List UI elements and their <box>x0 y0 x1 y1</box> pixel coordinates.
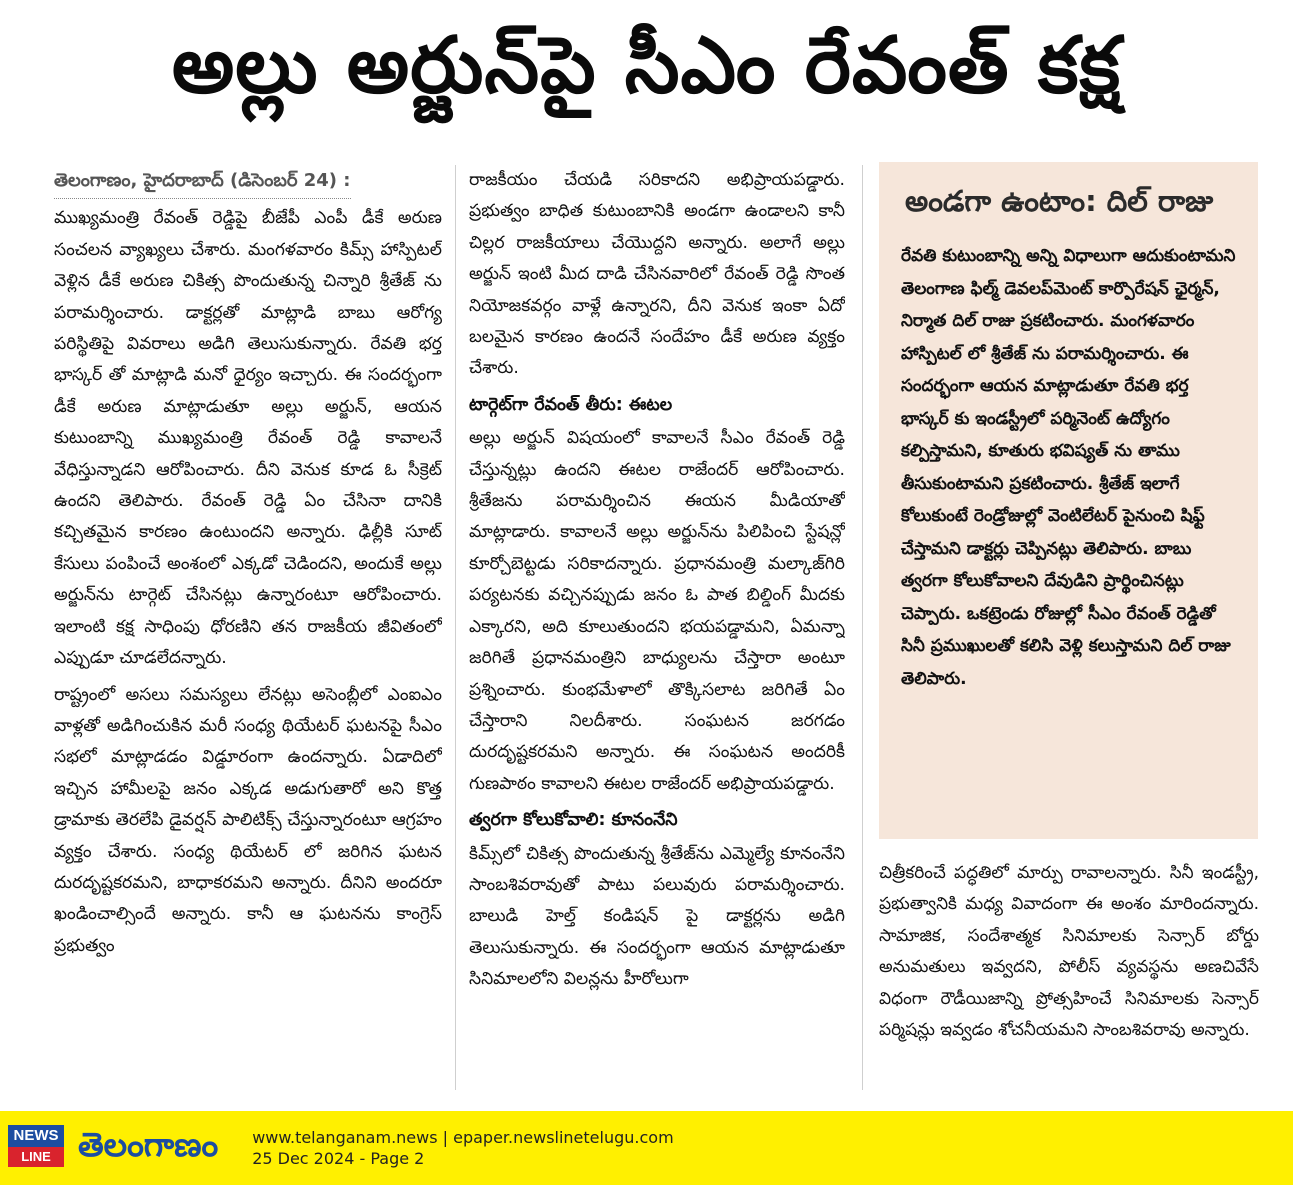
article-column-2 <box>469 165 845 1095</box>
subheading: త్వరగా కోలుకోవాలి: కూనంనేని <box>469 810 678 831</box>
logo-line-text: LINE <box>8 1147 64 1167</box>
sidebar-body: రేవతి కుటుంబాన్ని అన్ని విధాలుగా ఆదుకుంటామని తెలంగాణ ఫిల్మ్ డెవలప్‌మెంట్ కార్పొరేషన్ ఛైర్మన్, నిర్మాత దిల్ రాజు ప్రకటించారు. మంగళవారం హాస్పిటల్ లో శ్రీతేజ్ ను పరామర్శించారు. ఈ సందర్భంగా ఆయన మాట్లాడుతూ రేవతి భర్త భాస్కర్ కు ఇండస్ట్రీలో పర్మినెంట్ ఉద్యోగం కల్పిస్తామని, కూతురు భవిష్యత్ ను తాము తీసుకుంటామని ప్రకటించారు. శ్రీతేజ్ ఇలాగే కోలుకుంటే రెండ్రోజుల్లో వెంటిలేటర్ పైనుంచి షిఫ్ట్ చేస్తామని డాక్టర్లు చెప్పినట్లు తెలిపారు. బాబు త్వరగా కోలుకోవాలని దేవుడిని ప్రార్థించినట్లు చెప్పారు. ఒకట్రెండు రోజుల్లో సీఎం రేవంత్ రెడ్డితో సినీ ప్రముఖులతో కలిసి వెళ్లి కలుస్తామని దిల్ రాజు తెలిపారు. <box>901 246 1236 689</box>
paragraph: అల్లు అర్జున్ విషయంలో కావాలనే సీఎం రేవంత్ రెడ్డి చేస్తున్నట్లు ఉందని ఈటల రాజేందర్ ఆరోపించారు. శ్రీతేజను పరామర్శించిన ఈయన మీడియాతో మాట్లాడారు. కావాలనే అల్లు అర్జున్‌ను పిలిపించి స్టేషన్లో కూర్చోబెట్టడు సరికాదన్నారు. ప్రధానమంత్రి మల్కాజ్‌గిరి పర్యటనకు వచ్చినప్పుడు జనం ఓ పాత బిల్డింగ్ మీదకు ఎక్కారని, అది కూలుతుందని భయపడ్డామని, ఏమన్నా జరిగితే ప్రధానమంత్రిని బాధ్యులను చేస్తారా అంటూ ప్రశ్నించారు. కుంభమేళాలో తొక్కిసలాట జరిగితే ఏం చేస్తారాని నిలదీశారు. సంఘటన జరగడం దురదృష్టకరమని అన్నారు. ఈ సంఘటన అందరికీ గుణపాఠం కావాలని ఈటల రాజేందర్ అభిప్రాయపడ్డారు. <box>469 428 845 794</box>
subheading: టార్గెట్‌గా రేవంత్ తీరు: ఈటల <box>469 394 673 415</box>
article-column-1 <box>54 165 442 1095</box>
paragraph: రాష్ట్రంలో అసలు సమస్యలు లేనట్లు అసెంబ్లీలో ఎంఐఎం వాళ్లతో అడిగించుకిన మరీ సంధ్య థియేటర్ ఘటనపై సీఎం సభలో మాట్లాడడం విడ్డూరంగా ఉందన్నారు. ఏడాదిలో ఇచ్చిన హామీలపై జనం ఎక్కడ అడుగుతారో అని కొత్త డ్రామాకు తెరలేపి డైవర్షన్ పాలిటిక్స్ చేస్తున్నారంటూ ఆగ్రహం వ్యక్తం చేశారు. సంధ్య థియేటర్ లో జరిగిన ఘటన దురదృష్టకరమని, బాధాకరమని అన్నారు. దీనిని అందరూ ఖండించాల్సిందే అన్నారు. కానీ ఆ ఘటనను కాంగ్రెస్ ప్రభుత్వం <box>54 684 442 956</box>
telanganam-logo: తెలంగాణం <box>78 1124 219 1164</box>
paragraph: ముఖ్యమంత్రి రేవంత్ రెడ్డిపై బీజేపీ ఎంపీ డీకే అరుణ సంచలన వ్యాఖ్యలు చేశారు. మంగళవారం కిమ్స్ హాస్పిటల్ వెళ్లిన డీకే అరుణ చికిత్స పొందుతున్న చిన్నారి శ్రీతేజ్ ను పరామర్శించారు. డాక్టర్లతో మాట్లాడి బాబు ఆరోగ్య పరిస్థితిపై వివరాలు అడిగి తెలుసుకున్నారు. రేవతి భర్త భాస్కర్ తో మాట్లాడి మనో ధైర్యం ఇచ్చారు. ఈ సందర్భంగా డీకే అరుణ మాట్లాడుతూ అల్లు అర్జున్, ఆయన కుటుంబాన్ని ముఖ్యమంత్రి రేవంత్ రెడ్డి కావాలనే వేధిస్తున్నాడని ఆరోపించారు. దీని వెనుక కూడ ఓ సీక్రెట్ ఉందని తెలిపారు. రేవంత్ రెడ్డి ఏం చేసినా దానికి కచ్చితమైన కారణం ఉంటుందని అన్నారు. ఢిల్లీకి సూట్ కేసులు పంపించే అంశంలో ఎక్కడో చెడిందని, అందుకే అల్లు అర్జున్‌ను టార్గెట్ చేసినట్లు ఉన్నారంటూ ఆరోపించారు. ఇలాంటి కక్ష సాధింపు ధోరణిని తన రాజకీయ జీవితంలో ఎప్పుడూ చూడలేదన్నారు. <box>54 208 442 669</box>
footer-edition: 25 Dec 2024 - Page 2 <box>252 1149 425 1168</box>
footer-band <box>0 1111 1293 1185</box>
paragraph: చిత్రీకరించే పద్ధతిలో మార్పు రావాలన్నారు. సినీ ఇండస్ట్రీ, ప్రభుత్వానికి మధ్య వివాదంగా ఈ అంశం మారిందన్నారు. సామాజిక, సందేశాత్మక సినిమాలకు సెన్సార్ బోర్డు అనుమతులు ఇవ్వదని, పోలీస్ వ్యవస్థను అణచివేసే విధంగా రౌడీయిజాన్ని ప్రోత్సహించే సినిమాలకు సెన్సార్ పర్మిషన్లు ఇవ్వడం శోచనీయమని సాంబశివరావు అన్నారు. <box>879 863 1259 1041</box>
footer-info <box>252 1127 673 1169</box>
dateline: తెలంగాణం, హైదరాబాద్ (డిసెంబర్ 24) : <box>54 165 351 199</box>
column-divider <box>455 165 456 1090</box>
column-divider <box>862 165 863 1090</box>
newsline-logo <box>8 1125 64 1171</box>
sidebar-title: అండగా ఉంటాం: దిల్ రాజు <box>905 184 1214 218</box>
paragraph: కిమ్స్‌లో చికిత్స పొందుతున్న శ్రీతేజ్‌ను ఎమ్మెల్యే కూనంనేని సాంబశివరావుతో పాటు పలువురు పరామర్శించారు. బాలుడి హెల్త్ కండిషన్ పై డాక్టర్లను అడిగి తెలుసుకున్నారు. ఈ సందర్భంగా ఆయన మాట్లాడుతూ సినిమాలలోని విలన్లను హీరోలుగా <box>469 843 845 990</box>
headline: అల్లు అర్జున్‌పై సీఎం రేవంత్ కక్ష <box>171 20 1122 111</box>
paragraph: రాజకీయం చేయడి సరికాదని అభిప్రాయపడ్డారు. ప్రభుత్వం బాధిత కుటుంబానికి అండగా ఉండాలని కానీ చిల్లర రాజకీయాలు చేయొద్దని అన్నారు. అలాగే అల్లు అర్జున్ ఇంటి మీద దాడి చేసినవారిలో రేవంత్ రెడ్డి సొంత నియోజకవర్గం వాళ్లే ఉన్నారని, దీని వెనుక ఇంకా ఏదో బలమైన కారణం ఉందనే సందేహం డీకే అరుణ వ్యక్తం చేశారు. <box>469 170 845 379</box>
article-column-3 <box>879 858 1259 1098</box>
logo-news-text: NEWS <box>8 1125 64 1147</box>
footer-links: www.telanganam.news | epaper.newslinetelugu.com <box>252 1128 674 1147</box>
sidebar-box <box>879 162 1258 839</box>
